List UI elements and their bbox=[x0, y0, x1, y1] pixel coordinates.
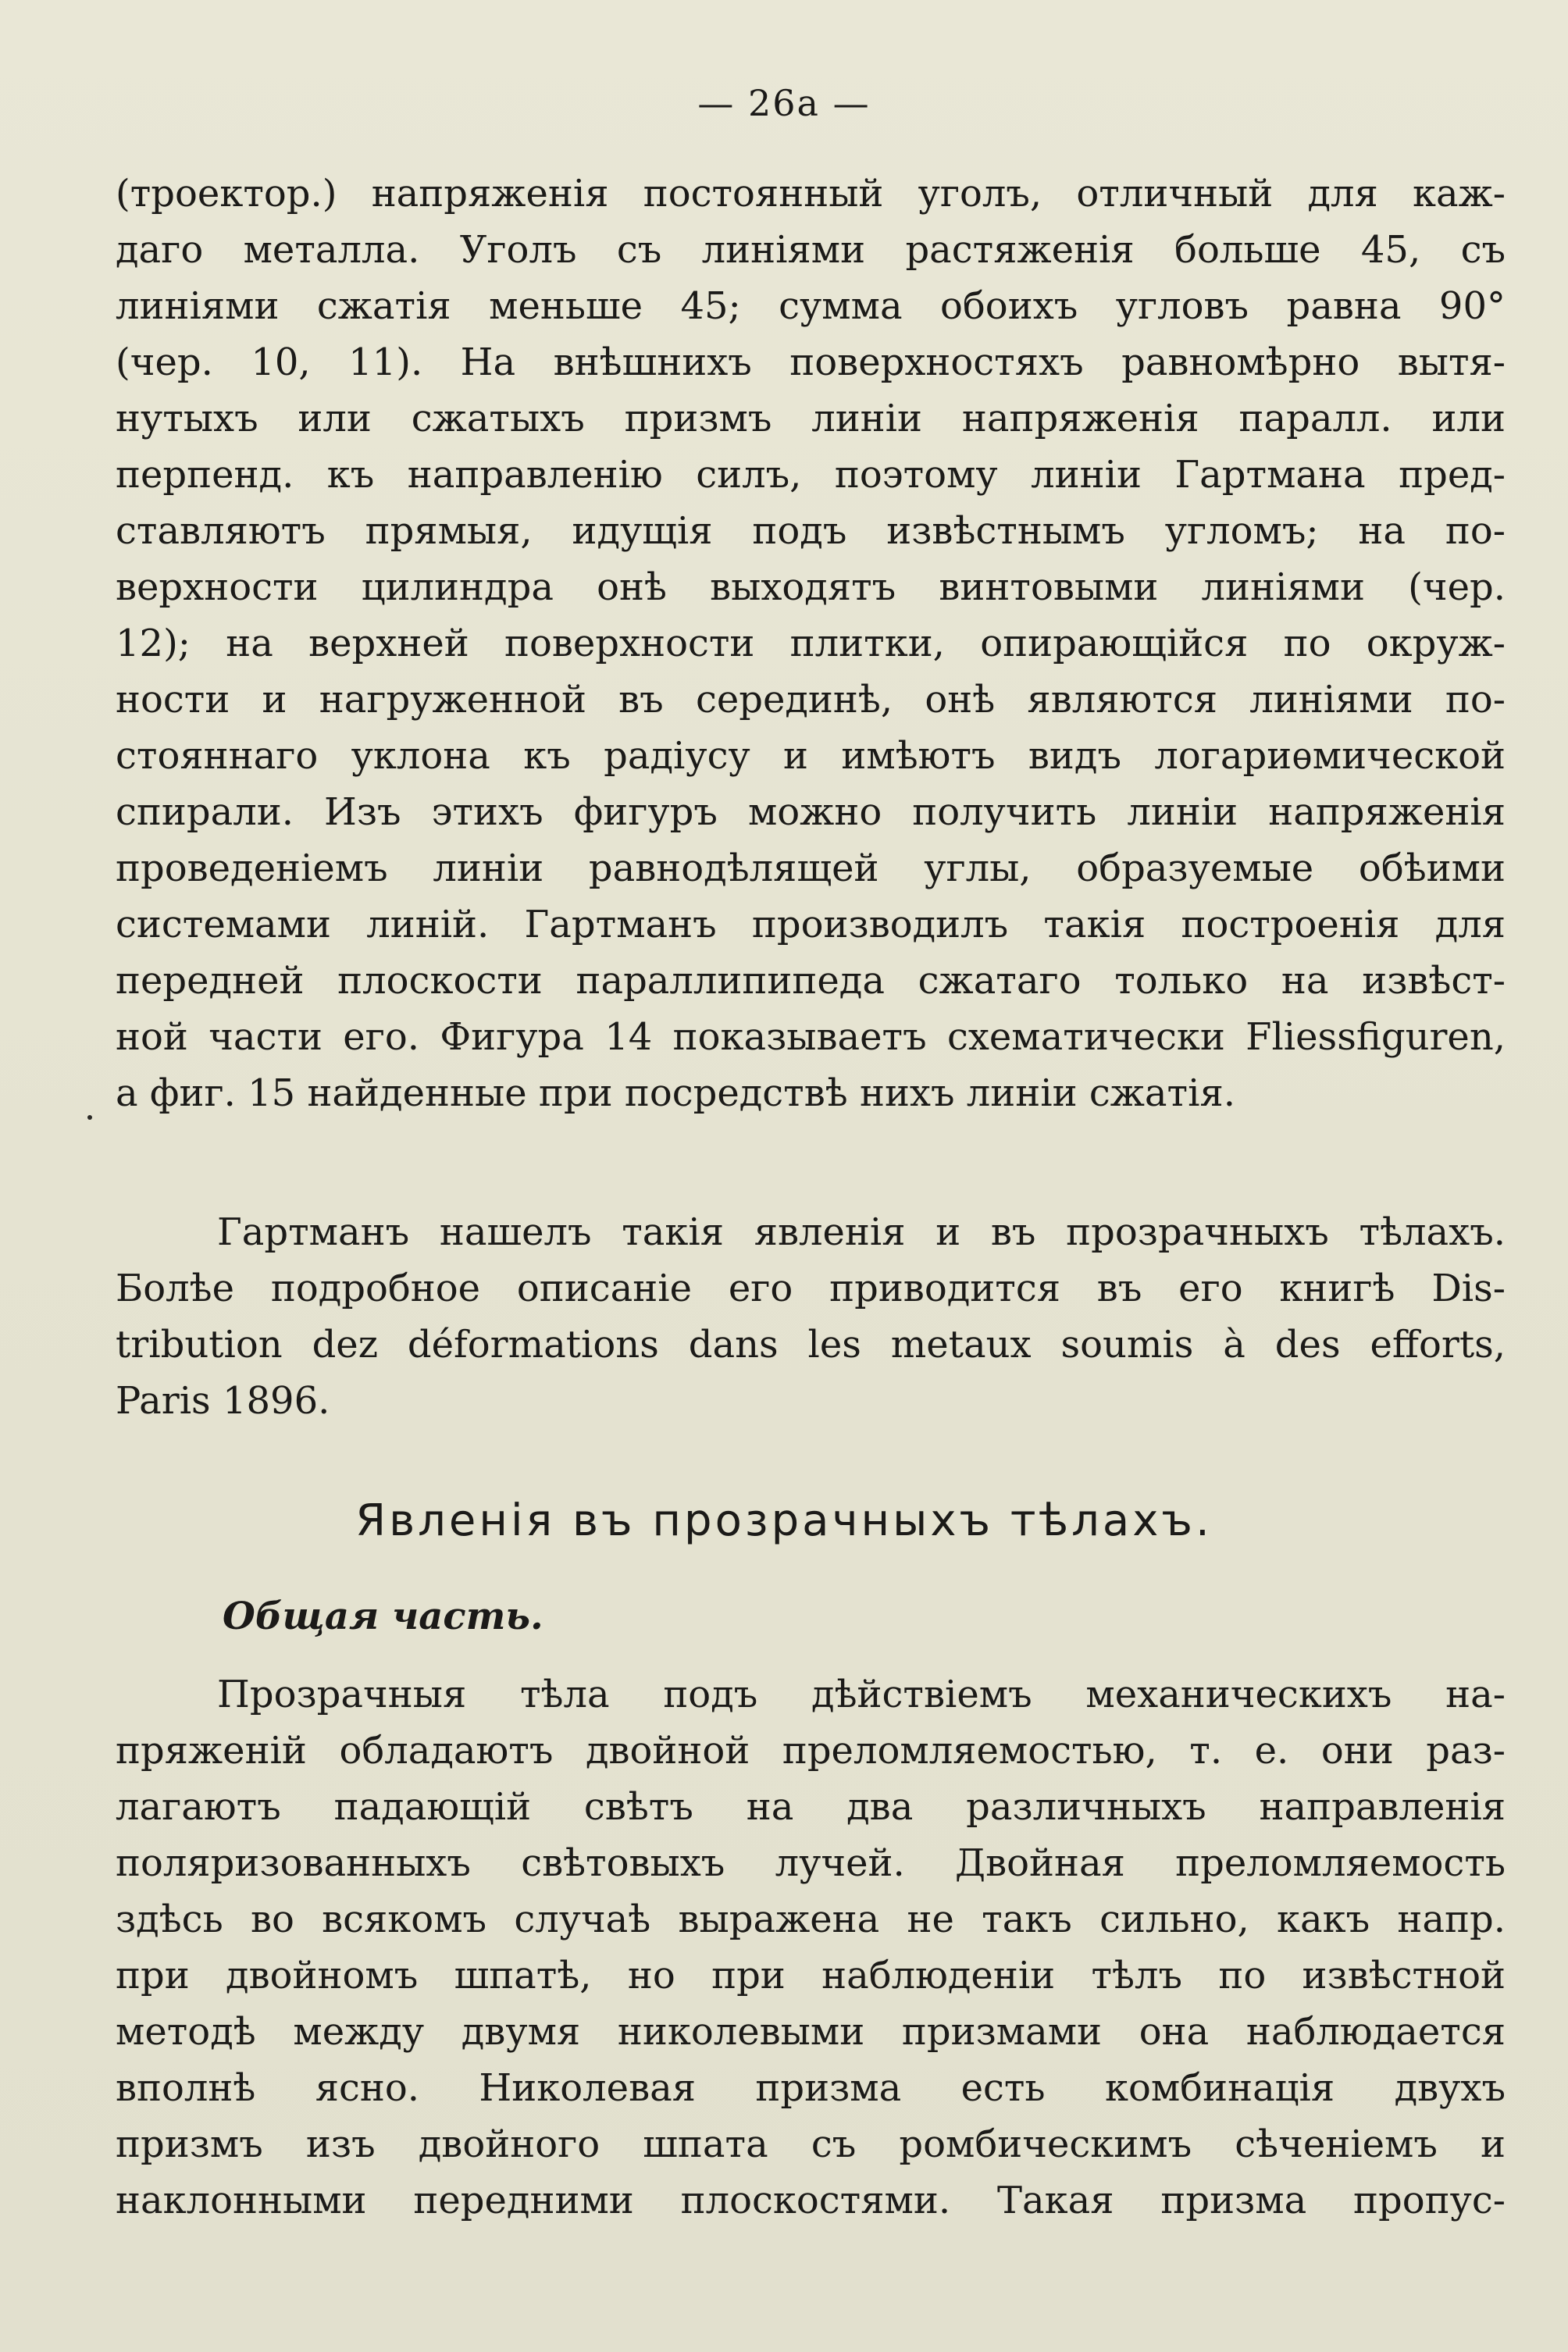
text-line: проведеніемъ линіи равнодѣлящей углы, образуемые обѣими bbox=[116, 846, 1506, 890]
page-number: — 26а — bbox=[697, 82, 871, 124]
text-line: tribution dez déformations dans les metaux soumis à des efforts, bbox=[116, 1323, 1506, 1367]
text-line: даго металла. Уголъ съ линіями растяженія больше 45, съ bbox=[116, 228, 1506, 272]
text-line: Прозрачныя тѣла подъ дѣйствіемъ механическихъ на- bbox=[217, 1673, 1506, 1716]
text-line: а фиг. 15 найденные при посредствѣ нихъ линіи сжатія. bbox=[116, 1071, 1235, 1115]
text-line: стояннаго уклона къ радіусу и имѣютъ видъ логариѳмической bbox=[116, 734, 1506, 778]
text-line: спирали. Изъ этихъ фигуръ можно получить линіи напряженія bbox=[116, 790, 1506, 834]
text-line: ности и нагруженной въ серединѣ, онѣ являются линіями по- bbox=[116, 678, 1506, 722]
text-line: Paris 1896. bbox=[116, 1379, 330, 1423]
text-line: ставляютъ прямыя, идущія подъ извѣстнымъ угломъ; на по- bbox=[116, 509, 1506, 553]
text-line: передней плоскости параллипипеда сжатаго только на извѣст- bbox=[116, 959, 1506, 1003]
text-line: (чер. 10, 11). На внѣшнихъ поверхностяхъ равномѣрно вытя- bbox=[116, 340, 1506, 384]
text-line: наклонными передними плоскостями. Такая призма пропус- bbox=[116, 2179, 1506, 2222]
text-line: линіями сжатія меньше 45; сумма обоихъ угловъ равна 90° bbox=[116, 284, 1506, 328]
text-line: методѣ между двумя николевыми призмами она наблюдается bbox=[116, 2010, 1506, 2054]
section-heading: Явленія въ прозрачныхъ тѣлахъ. bbox=[355, 1495, 1213, 1546]
text-line: вполнѣ ясно. Николевая призма есть комбинація двухъ bbox=[116, 2066, 1506, 2110]
text-line: системами линій. Гартманъ производилъ такія построенія для bbox=[116, 903, 1506, 946]
text-line: здѣсь во всякомъ случаѣ выражена не такъ сильно, какъ напр. bbox=[116, 1898, 1506, 1941]
text-line: призмъ изъ двойного шпата съ ромбическимъ сѣченіемъ и bbox=[116, 2122, 1506, 2166]
text-line: (троектор.) напряженія постоянный уголъ, отличный для каж- bbox=[116, 172, 1506, 216]
text-line: верхности цилиндра онѣ выходятъ винтовыми линіями (чер. bbox=[116, 565, 1506, 609]
text-line: пряженій обладаютъ двойной преломляемостью, т. е. они раз- bbox=[116, 1729, 1506, 1773]
text-line: 12); на верхней поверхности плитки, опирающійся по окруж- bbox=[116, 622, 1506, 665]
text-line: Болѣе подробное описаніе его приводится въ его книгѣ Dis- bbox=[116, 1267, 1506, 1310]
subsection-heading: Общая часть. bbox=[223, 1595, 543, 1638]
text-line: перпенд. къ направленію силъ, поэтому линіи Гартмана пред- bbox=[116, 453, 1506, 497]
margin-mark bbox=[87, 1115, 92, 1120]
text-line: нутыхъ или сжатыхъ призмъ линіи напряженія паралл. или bbox=[116, 397, 1506, 440]
text-line: поляризованныхъ свѣтовыхъ лучей. Двойная преломляемость bbox=[116, 1841, 1506, 1885]
text-line: при двойномъ шпатѣ, но при наблюденіи тѣлъ по извѣстной bbox=[116, 1954, 1506, 1997]
text-line: Гартманъ нашелъ такія явленія и въ прозрачныхъ тѣлахъ. bbox=[217, 1210, 1506, 1254]
text-line: ной части его. Фигура 14 показываетъ схематически Fliessfiguren, bbox=[116, 1015, 1506, 1059]
text-line: лагаютъ падающій свѣтъ на два различныхъ направленія bbox=[116, 1785, 1506, 1829]
